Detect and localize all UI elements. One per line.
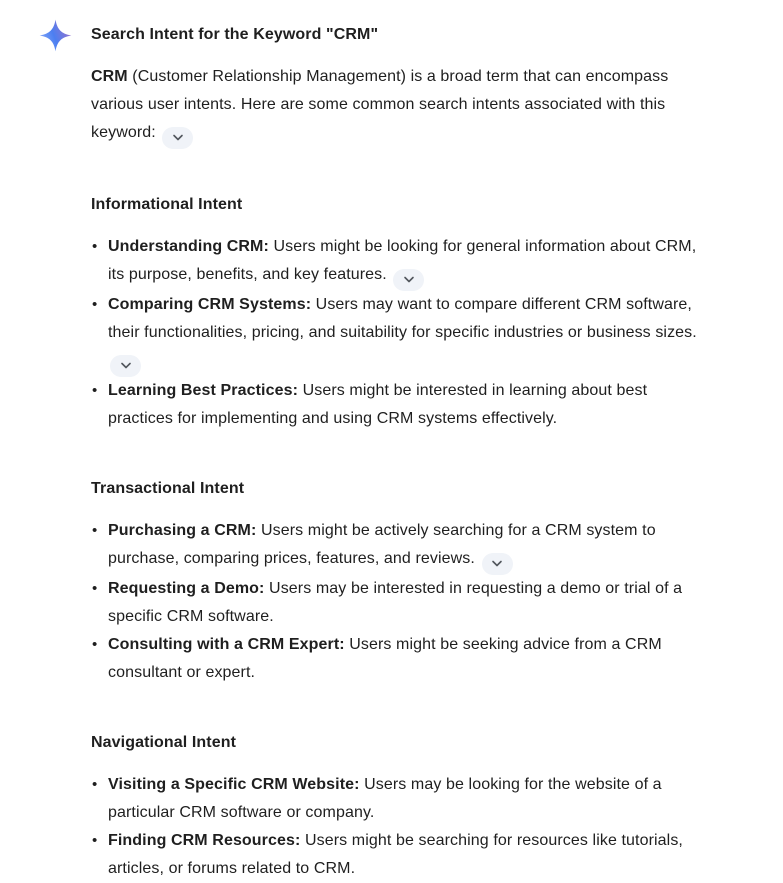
list-item bbox=[108, 377, 713, 433]
expand-chip-button[interactable] bbox=[393, 269, 424, 291]
intro-lead-term: CRM bbox=[91, 68, 128, 85]
item-term: Consulting with a CRM Expert: bbox=[108, 636, 345, 653]
section-navigational bbox=[91, 729, 713, 883]
section-heading: Informational Intent bbox=[91, 196, 243, 213]
list-item bbox=[108, 291, 713, 377]
item-description: Users might be actively searching for a CRM system to purchase, comparing prices, features, and reviews. bbox=[108, 522, 656, 567]
chevron-down-icon bbox=[491, 560, 503, 568]
gemini-sparkle-icon bbox=[39, 19, 72, 52]
intent-list bbox=[91, 771, 713, 883]
intro-text: (Customer Relationship Management) is a broad term that can encompass various user intents. Here are some common search intents associated with this keyword: bbox=[91, 68, 669, 141]
item-term: Visiting a Specific CRM Website: bbox=[108, 776, 360, 793]
response-content bbox=[91, 0, 713, 883]
section-heading: Navigational Intent bbox=[91, 734, 237, 751]
item-description: Users may want to compare different CRM software, their functionalities, pricing, and suitability for specific industries or business sizes. bbox=[108, 296, 697, 341]
chevron-down-icon bbox=[403, 276, 415, 284]
section-heading: Transactional Intent bbox=[91, 480, 245, 497]
list-item bbox=[108, 771, 713, 827]
section-informational bbox=[91, 191, 713, 433]
item-term: Comparing CRM Systems: bbox=[108, 296, 312, 313]
item-description: Users might be searching for resources like tutorials, articles, or forums related to CRM. bbox=[108, 832, 683, 877]
list-item bbox=[108, 827, 713, 883]
item-description: Users may be interested in requesting a demo or trial of a specific CRM software. bbox=[108, 580, 683, 625]
item-term: Finding CRM Resources: bbox=[108, 832, 301, 849]
item-description: Users may be looking for the website of a particular CRM software or company. bbox=[108, 776, 662, 821]
item-description: Users might be seeking advice from a CRM consultant or expert. bbox=[108, 636, 662, 681]
list-item bbox=[108, 631, 713, 687]
expand-chip-button[interactable] bbox=[162, 127, 193, 149]
item-description: Users might be interested in learning about best practices for implementing and using CRM systems effectively. bbox=[108, 382, 648, 427]
chevron-down-icon bbox=[172, 134, 184, 142]
intro-paragraph bbox=[91, 63, 713, 149]
expand-chip-button[interactable] bbox=[110, 355, 141, 377]
response-title: Search Intent for the Keyword "CRM" bbox=[91, 26, 379, 43]
item-term: Learning Best Practices: bbox=[108, 382, 299, 399]
chevron-down-icon bbox=[120, 362, 132, 370]
item-description: Users might be looking for general information about CRM, its purpose, benefits, and key features. bbox=[108, 238, 697, 283]
section-transactional bbox=[91, 475, 713, 687]
list-item bbox=[108, 233, 713, 291]
intent-list bbox=[91, 233, 713, 433]
item-term: Purchasing a CRM: bbox=[108, 522, 257, 539]
list-item bbox=[108, 517, 713, 575]
list-item bbox=[108, 575, 713, 631]
expand-chip-button[interactable] bbox=[482, 553, 513, 575]
intent-list bbox=[91, 517, 713, 687]
item-term: Requesting a Demo: bbox=[108, 580, 265, 597]
item-term: Understanding CRM: bbox=[108, 238, 269, 255]
